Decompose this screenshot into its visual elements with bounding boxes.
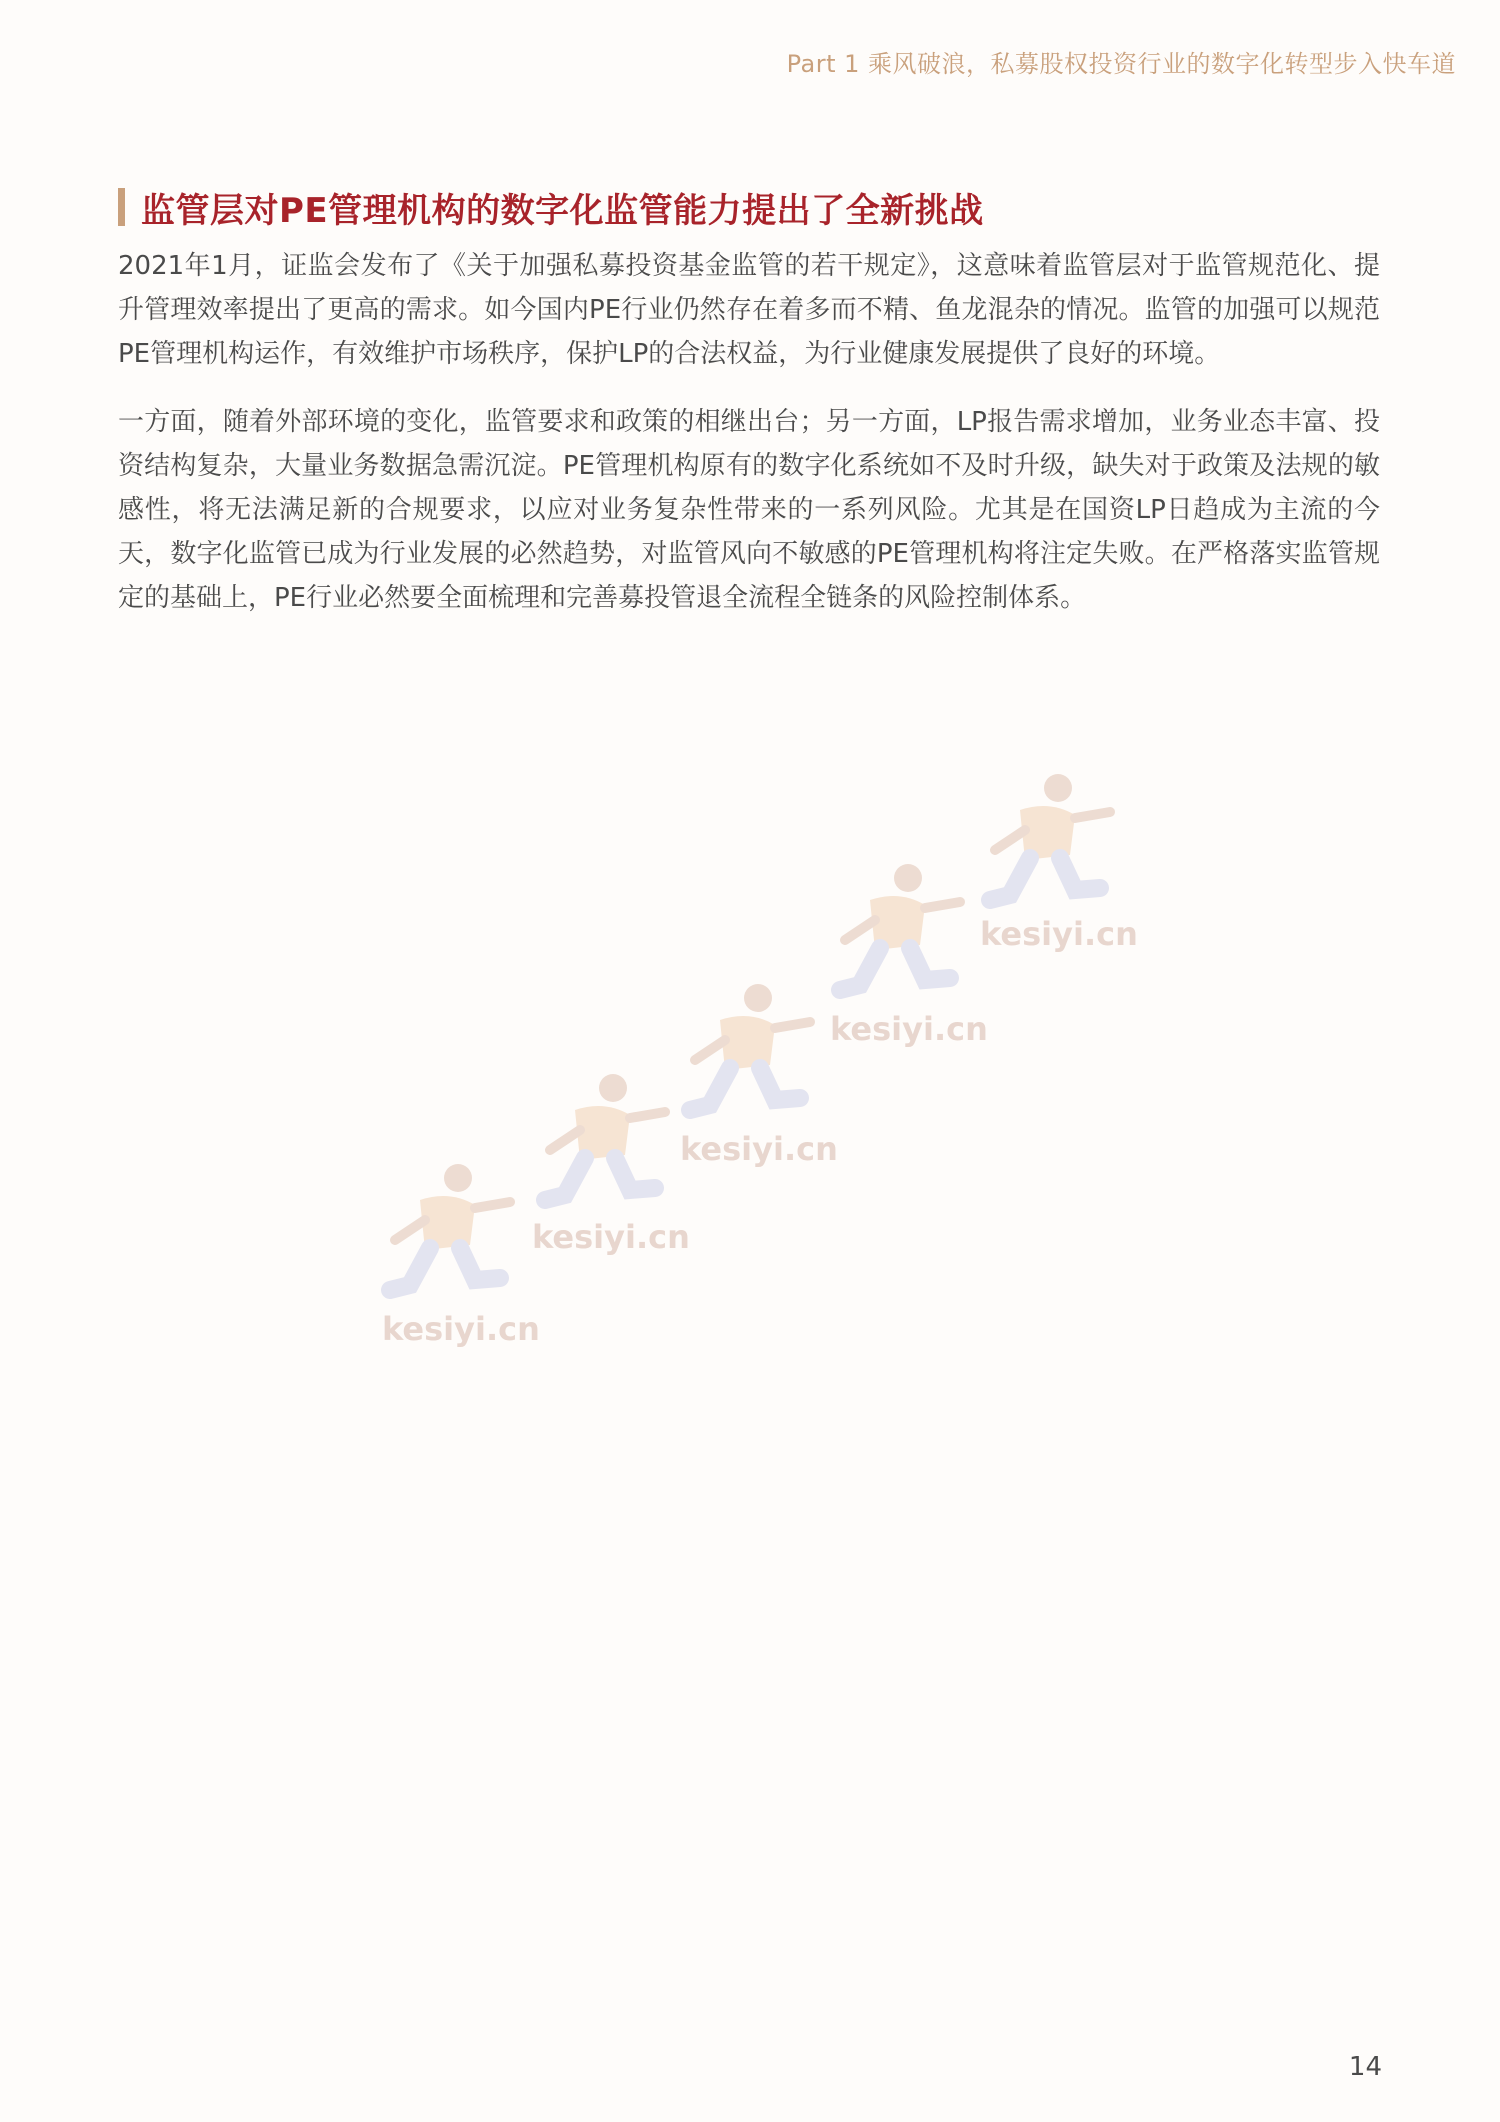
page-number: 14 <box>1348 2052 1382 2082</box>
heading-accent-bar <box>118 188 125 226</box>
running-header: Part 1 乘风破浪，私募股权投资行业的数字化转型步入快车道 <box>786 50 1456 78</box>
watermark-text: kesiyi.cn <box>532 1218 690 1256</box>
section-heading-row <box>118 184 1380 230</box>
running-person-icon <box>980 770 1120 920</box>
watermark-text: kesiyi.cn <box>680 1130 838 1168</box>
watermark-text: kesiyi.cn <box>980 915 1138 953</box>
watermark-text: kesiyi.cn <box>382 1310 540 1348</box>
watermark-text: kesiyi.cn <box>830 1010 988 1048</box>
running-person-icon <box>380 1160 520 1310</box>
section-heading: 监管层对PE管理机构的数字化监管能力提出了全新挑战 <box>141 190 984 231</box>
running-person-icon <box>680 980 820 1130</box>
paragraph-2: 一方面，随着外部环境的变化，监管要求和政策的相继出台；另一方面，LP报告需求增加，业务业态丰富、投资结构复杂，大量业务数据急需沉淀。PE管理机构原有的数字化系统如不及时升级，缺失对于政策及法规的敏感性，将无法满足新的合规要求，以应对业务复杂性带来的一系列风险。尤其是在国资LP日趋成为主流的今天，数字化监管已成为行业发展的必然趋势，对监管风向不敏感的PE管理机构将注定失败。在严格落实监管规定的基础上，PE行业必然要全面梳理和完善募投管退全流程全链条的风险控制体系。 <box>118 407 1380 613</box>
paragraph-1: 2021年1月，证监会发布了《关于加强私募投资基金监管的若干规定》，这意味着监管层对于监管规范化、提升管理效率提出了更高的需求。如今国内PE行业仍然存在着多而不精、鱼龙混杂的情况。监管的加强可以规范PE管理机构运作，有效维护市场秩序，保护LP的合法权益，为行业健康发展提供了良好的环境。 <box>118 251 1380 369</box>
running-person-icon <box>535 1070 675 1220</box>
section <box>118 184 1380 644</box>
running-person-icon <box>830 860 970 1010</box>
